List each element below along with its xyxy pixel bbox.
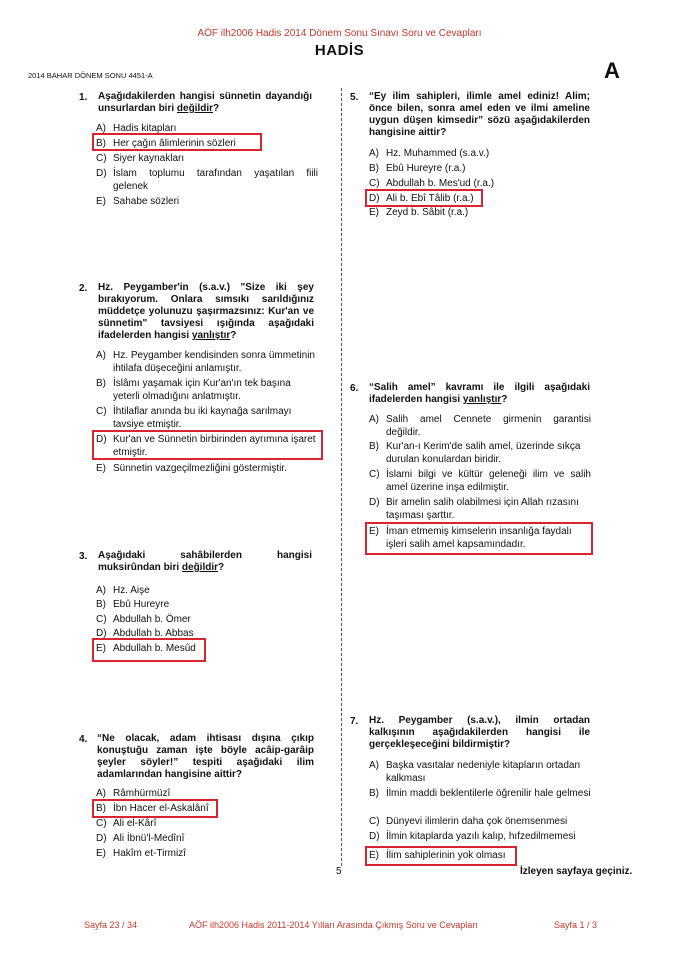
- question-text: “Ne olacak, adam ihtisası dışına çıkıp konuştuğu zaman işte böyle acâip-garâip şeyler söyler!” tespiti aşağıdaki ilim adamlarından hangisine aittir?: [97, 733, 314, 780]
- answer-highlight: [365, 522, 593, 555]
- question-number: 7.: [350, 716, 359, 727]
- answer-highlight: [365, 189, 483, 207]
- question-text: Hz. Peygamber (s.a.v.), ilmin ortadan kalkışının aşağıdakilerden hangisi ile gerçekleşeceğini bildirmiştir?: [369, 715, 590, 750]
- question-number: 1.: [79, 92, 88, 103]
- answer-highlight: [92, 638, 206, 662]
- question-number: 2.: [79, 283, 88, 294]
- answer-highlight: [365, 846, 517, 866]
- question-number: 3.: [79, 551, 88, 562]
- question-text: Aşağıdaki sahâbilerden hangisi muksirûndan biri değildir?: [98, 550, 312, 573]
- answer-highlight: [92, 799, 218, 818]
- question-number: 6.: [350, 383, 359, 394]
- document-top-title: AÖF ilh2006 Hadis 2014 Dönem Sonu Sınavı Soru ve Cevapları: [197, 28, 482, 39]
- footer-page-left: Sayfa 23 / 34: [84, 920, 138, 930]
- question-text: “Ey ilim sahipleri, ilimle amel ediniz! Alim; önce bilen, sonra amel eden ve ilmi ameline uygun düşen kimsedir” sözü aşağıdakilerden hangisine aittir?: [369, 91, 590, 138]
- booklet-letter: A: [604, 58, 620, 83]
- footer-title: AÖF ilh2006 Hadis 2011-2014 Yılları Arasında Çıkmış Soru ve Cevapları: [189, 920, 478, 930]
- question-text: Aşağıdakilerden hangisi sünnetin dayandığı unsurlardan biri değildir?: [98, 91, 312, 114]
- page-number: 5: [336, 866, 342, 877]
- subject-title: HADİS: [314, 42, 365, 59]
- question-number: 4.: [79, 734, 88, 745]
- next-page-note: İzleyen sayfaya geçiniz.: [520, 866, 633, 877]
- exam-code: 2014 BAHAR DÖNEM SONU 4451-A: [28, 71, 153, 80]
- question-text: Hz. Peygamber'in (s.a.v.) "Size iki şey bırakıyorum. Onlara sımsıkı sarıldığınız müddetçe yolunuzu şaşırmazsınız: Kur'an ve sünnetim" tavsiyesi ışığında aşağıdaki ifadelerden hangisi yanlıştır?: [98, 282, 314, 341]
- answer-highlight: [92, 430, 323, 460]
- column-divider: [341, 88, 342, 866]
- question-text: “Salih amel” kavramı ile ilgili aşağıdaki ifadelerden hangisi yanlıştır?: [369, 382, 590, 405]
- answer-highlight: [92, 133, 262, 151]
- footer-page-right: Sayfa 1 / 3: [554, 920, 598, 930]
- question-number: 5.: [350, 92, 359, 103]
